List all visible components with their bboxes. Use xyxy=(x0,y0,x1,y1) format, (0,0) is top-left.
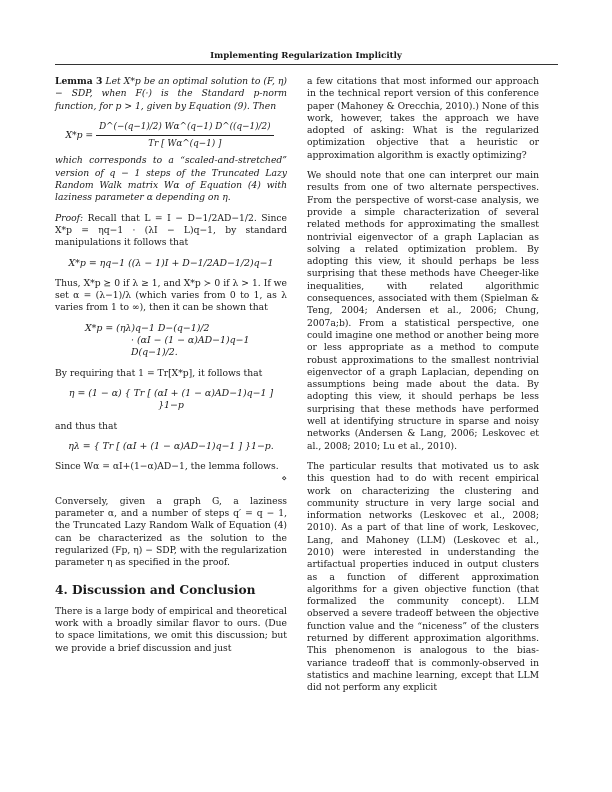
equation-2: X*p = ηq−1 ((λ − 1)I + D−1/2AD−1/2)q−1 xyxy=(68,257,274,269)
proof-paragraph xyxy=(55,213,287,250)
proof-text: Recall that L = I − D−1/2AD−1/2. Since X*p = ηq−1 · (λI − L)q−1, by standard manipulations it follows that xyxy=(55,212,287,249)
right-paragraph-1: a few citations that most informed our approach in the technical report version of this conference paper (Mahoney & Orecchia, 2010).) None of this work, however, takes the approach we have adopted of asking: What is the regularized optimization objective that a heuristic or approximation algorithm is exactly optimizing? xyxy=(307,76,539,161)
equation-1-denominator: Tr [ Wα^(q−1) ] xyxy=(148,139,222,150)
equation-1-numerator: D^(−(q−1)/2) Wα^(q−1) D^((q−1)/2) xyxy=(96,121,273,136)
equation-3 xyxy=(55,323,287,360)
running-title: Implementing Regularization Implicitly xyxy=(210,51,402,61)
left-column xyxy=(55,76,287,663)
qed-symbol: ⋄ xyxy=(281,474,287,485)
equation-1 xyxy=(55,121,287,151)
conversely-paragraph: Conversely, given a graph G, a laziness parameter α, and a number of steps q′ = q − 1, the Truncated Lazy Random Walk of Equation (4) can be characterized as the solution to the regularized (Fp, η) − SDP, with the regularization parameter η as specified in the proof. xyxy=(55,495,287,569)
proof-label: Proof: xyxy=(55,212,84,224)
header-rule xyxy=(55,64,558,65)
equation-3-line-2: · (αI − (1 − α)AD−1)q−1 D(q−1)/2. xyxy=(131,335,250,359)
right-column xyxy=(307,76,539,703)
equation-1-lhs: X*p = xyxy=(65,129,94,141)
right-paragraph-3: The particular results that motivated us to ask this question had to do with recent empirical work on characterizing the clustering and community structure in very large social and information networks (Leskovec et al., 2008; 2010). As a part of that line of work, Leskovec, Lang, and Mahoney (LLM) (Leskovec et al., 2010) were interested in understanding the artifactual properties induced in output clusters as a function of different approximation algorithms for a given objective function (that formalized the community concept). LLM observed a severe tradeoff between the objective function value and the “niceness” of the clusters returned by different approximation algorithms. This phenomenon is analogous to the bias-variance tradeoff that is commonly-observed in statistics and machine learning, except that LLM did not perform any explicit xyxy=(307,460,539,694)
requiring-paragraph: By requiring that 1 = Tr[X*p], it follows that xyxy=(55,367,263,379)
thus-paragraph: Thus, X*p ⪰ 0 if λ ≥ 1, and X*p ≻ 0 if λ > 1. If we set α = (λ−1)/λ (which varies from 0 to 1, as λ varies from 1 to ∞), then it can be shown that xyxy=(55,277,287,314)
equation-5: ηλ = { Tr [ (αI + (1 − α)AD−1)q−1 ] }1−p. xyxy=(68,440,274,452)
equation-1-fraction xyxy=(96,121,273,151)
lemma-statement xyxy=(55,76,287,113)
lemma-tail: which corresponds to a “scaled-and-stretched” version of q − 1 steps of the Truncated Lazy Random Walk matrix Wα of Equation (4) with laziness parameter α depending on η. xyxy=(55,155,287,204)
since-paragraph: Since Wα = αI+(1−α)AD−1, the lemma follows. xyxy=(55,461,279,473)
lemma-text: Let X*p be an optimal solution to (F, η) − SDP, when F(·) is the Standard p-norm function, for p > 1, given by Equation (9). Then xyxy=(55,76,288,112)
equation-4: η = (1 − α) { Tr [ (αI + (1 − α)AD−1)q−1 ] }1−p xyxy=(68,387,274,412)
large-body-paragraph: There is a large body of empirical and theoretical work with a broadly similar flavor to ours. (Due to space limitations, we omit this discussion; but we provide a brief discussion and just xyxy=(55,605,287,654)
right-paragraph-2: We should note that one can interpret our main results from one of two alternate perspectives. From the perspective of worst-case analysis, we provide a simple characterization of several related methods for approximating the smallest nontrivial eigenvector of a graph Laplacian as solving a related optimization problem. By adopting this view, it should perhaps be less surprising that these methods have Cheeger-like inequalities, with related algorithmic consequences, associated with them (Spielman & Teng, 2004; Andersen et al., 2006; Chung, 2007a;b). From a statistical perspective, one could imagine one method or another being more or less appropriate as a method to compute robust approximations to the smallest nontrivial eigenvector of a graph Laplacian, depending on assumptions being made about the data. By adopting this view, it should perhaps be less surprising that these methods have performed well at identifying structure in sparse and noisy networks (Andersen & Lang, 2006; Leskovec et al., 2008; 2010; Lu et al., 2010). xyxy=(307,170,539,452)
section-heading: 4. Discussion and Conclusion xyxy=(55,582,256,597)
equation-3-line-1: X*p = (ηλ)q−1 D−(q−1)/2 xyxy=(85,322,210,334)
andthus-paragraph: and thus that xyxy=(55,420,118,432)
lemma-label: Lemma 3 xyxy=(55,76,103,87)
